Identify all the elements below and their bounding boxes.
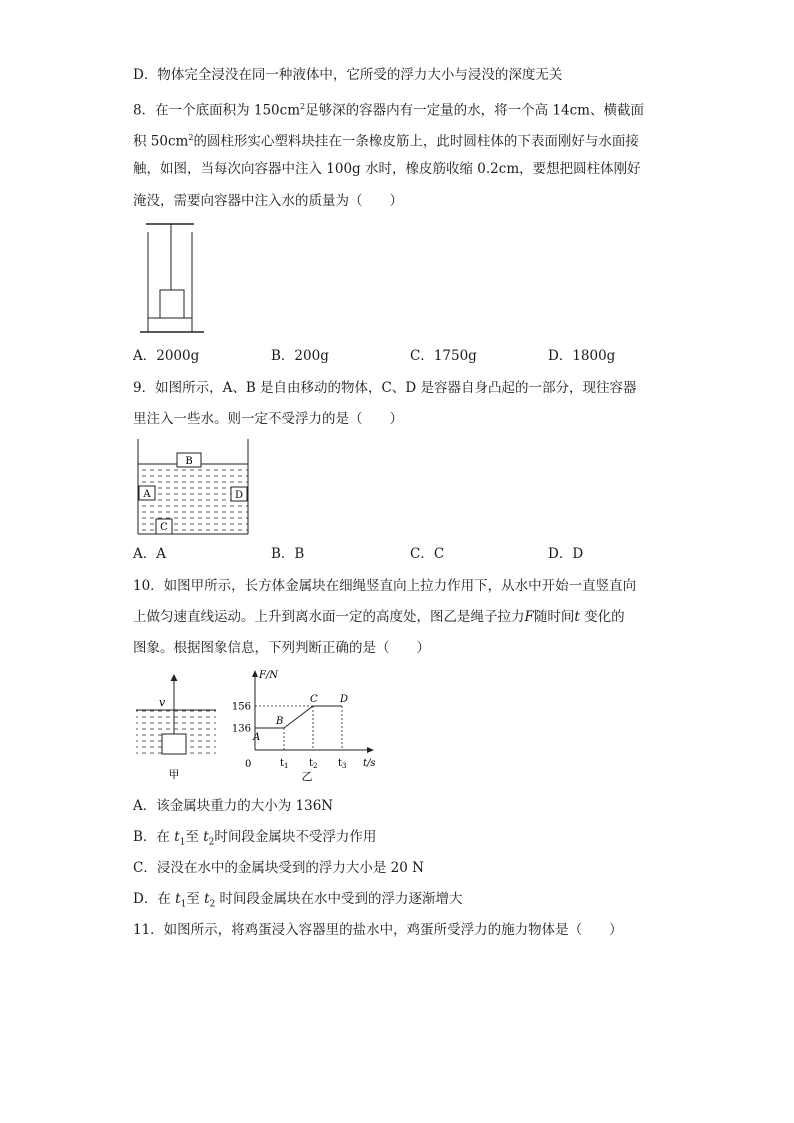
q8-line-2: 积 $50cm^2$的圆柱形实心塑料块挂在一条橡皮筋上，此时圆柱体的下表面刚好与水面接 [133, 133, 639, 150]
chart-x-tick-t2: $t_2$ [309, 758, 318, 770]
chart-xlabel: t/s [363, 758, 376, 769]
chart-caption: 乙 [301, 770, 313, 783]
q8-line-3: 触，如图，当每次向容器中注入 100g 水时，橡皮筋收缩 0.2cm，要想把圆柱体刚好 [133, 161, 641, 177]
chart-y-tick-156: 156 [231, 701, 251, 713]
q8-figure-container-rubber-band [138, 222, 208, 334]
q10-option-b[interactable]: B．在 $t_1$至 $t_2$时间段金属块不受浮力作用 [133, 829, 377, 848]
q9-options [133, 545, 693, 563]
q10-figure-jia [133, 672, 223, 782]
chart-origin: 0 [245, 759, 252, 770]
chart-y-arrowhead [252, 670, 258, 677]
q9-line-1: 9．如图所示，A、B 是自由移动的物体，C、D 是容器自身凸起的一部分，现往容器 [133, 380, 637, 396]
q10-chart-yi [225, 664, 380, 784]
q10-jia-caption: 甲 [168, 768, 180, 781]
q10-line-2: 上做匀速直线运动。上升到离水面一定的高度处，图乙是绳子拉力F随时间t 变化的 [133, 609, 625, 625]
q8-line-1: 8．在一个底面积为 $150cm^2$足够深的容器内有一定量的水，将一个高 14cm、横截面 [133, 102, 644, 119]
q8-cylinder-block [160, 290, 184, 318]
chart-x-tick-t1: $t_1$ [280, 758, 289, 770]
chart-x-tick-t3: $t_3$ [338, 758, 347, 770]
q10-jia-metal-block [162, 734, 186, 754]
q9-label-c: C [160, 522, 168, 533]
q9-label-d: D [234, 490, 244, 501]
q8-option-c[interactable]: C．1750g [410, 348, 477, 364]
chart-y-tick-136: 136 [231, 723, 251, 735]
q10-line-1: 10．如图甲所示，长方体金属块在细绳竖直向上拉力作用下，从水中开始一直竖直向 [133, 578, 637, 594]
q8-option-a[interactable]: A．2000g [133, 348, 200, 364]
q10-option-c[interactable]: C．浸没在水中的金属块受到的浮力大小是 20 N [133, 860, 424, 876]
q9-option-b[interactable]: B．B [271, 546, 305, 562]
chart-point-label-d: D [340, 694, 349, 705]
q9-option-c[interactable]: C．C [410, 546, 445, 562]
q9-figure-container [133, 437, 253, 537]
chart-point-label-a: A [253, 732, 261, 743]
q10-line-3: 图象。根据图象信息，下列判断正确的是（ ） [133, 640, 430, 656]
chart-segment-bc [284, 706, 313, 728]
q10-option-d[interactable]: D．在 $t_1$至 $t_2$ 时间段金属块在水中受到的浮力逐渐增大 [133, 891, 463, 910]
q8-option-b[interactable]: B．200g [271, 348, 329, 364]
q11-line-1: 11．如图所示，将鸡蛋浸入容器里的盐水中，鸡蛋所受浮力的施力物体是（ ） [133, 922, 623, 938]
q10-jia-velocity-label: v [159, 696, 166, 709]
q9-option-a[interactable]: A．A [133, 546, 166, 562]
q10-option-a[interactable]: A．该金属块重力的大小为 136N [133, 798, 334, 814]
chart-ylabel: F/N [259, 670, 279, 681]
q9-label-b: B [185, 456, 193, 467]
q7-option-d: D．物体完全浸没在同一种液体中，它所受的浮力大小与浸没的深度无关 [133, 67, 563, 83]
chart-point-label-c: C [310, 694, 318, 705]
q9-line-2: 里注入一些水。则一定不受浮力的是（ ） [133, 411, 403, 427]
q8-options [133, 347, 693, 365]
chart-point-label-b: B [276, 716, 284, 727]
q9-label-a: A [143, 489, 151, 500]
q10-jia-arrowhead [171, 674, 178, 681]
q8-line-4: 淹没，需要向容器中注入水的质量为（ ） [133, 193, 403, 209]
q8-option-d[interactable]: D．1800g [548, 348, 616, 364]
q9-option-d[interactable]: D．D [548, 546, 584, 562]
chart-x-arrowhead [367, 747, 374, 753]
